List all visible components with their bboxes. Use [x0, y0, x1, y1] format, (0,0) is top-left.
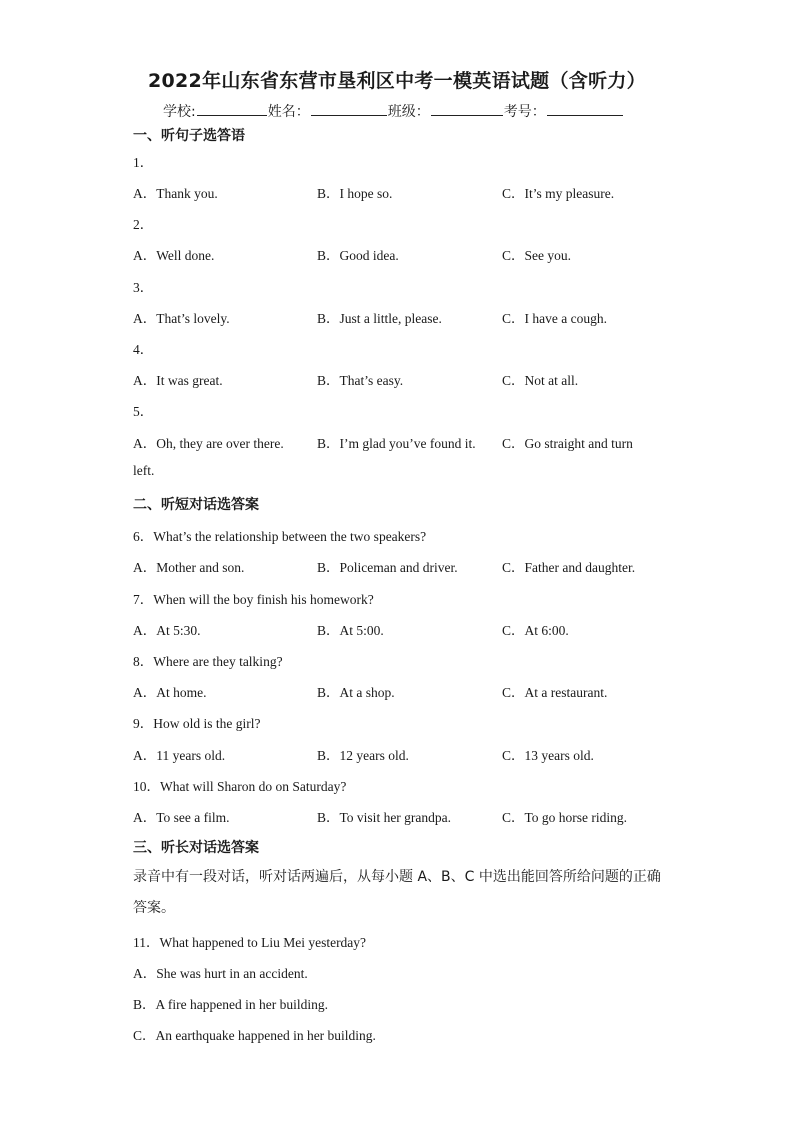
- question-4-number: 4．: [133, 342, 154, 357]
- q11-option-c[interactable]: C．An earthquake happened in her building.: [133, 1028, 376, 1043]
- q4-option-c[interactable]: C．Not at all.: [502, 373, 579, 388]
- q1-option-a[interactable]: A．Thank you.: [133, 186, 218, 201]
- q7-option-c[interactable]: C．At 6:00.: [502, 623, 569, 638]
- school-label: 学校:: [163, 104, 196, 120]
- q2-option-c[interactable]: C．See you.: [502, 248, 571, 263]
- q5-option-a[interactable]: A．Oh, they are over there.: [133, 436, 284, 451]
- section-2-heading: 二、听短对话选答案: [133, 497, 259, 513]
- question-1-number: 1．: [133, 155, 154, 170]
- q3-option-b[interactable]: B．Just a little, please.: [317, 311, 442, 326]
- class-label: 班级：: [387, 104, 430, 120]
- q6-option-b[interactable]: B．Policeman and driver.: [317, 560, 458, 575]
- question-3-number: 3．: [133, 280, 154, 295]
- q6-option-c[interactable]: C．Father and daughter.: [502, 560, 636, 575]
- q8-option-c[interactable]: C．At a restaurant.: [502, 685, 608, 700]
- q3-option-c[interactable]: C．I have a cough.: [502, 311, 607, 326]
- q7-option-a[interactable]: A．At 5:30.: [133, 623, 201, 638]
- section-3-instructions: 录音中有一段对话，听对话两遍后，从每小题 A、B、C 中选出能回答所给问题的正确答案。: [133, 869, 661, 916]
- q5-option-b[interactable]: B．I’m glad you’ve found it.: [317, 436, 476, 451]
- q5-option-c-continued: left.: [133, 463, 155, 478]
- exam-no-blank[interactable]: [547, 101, 623, 116]
- q4-option-a[interactable]: A．It was great.: [133, 373, 223, 388]
- exam-no-label: 考号：: [503, 104, 546, 120]
- q10-option-b[interactable]: B．To visit her grandpa.: [317, 810, 452, 825]
- class-blank[interactable]: [431, 101, 503, 116]
- name-blank[interactable]: [311, 101, 387, 116]
- q11-option-a[interactable]: A．She was hurt in an accident.: [133, 966, 308, 981]
- page-title: 2022年山东省东营市垦利区中考一模英语试题（含听力）: [148, 70, 646, 92]
- q11-option-b[interactable]: B．A fire happened in her building.: [133, 997, 328, 1012]
- q9-option-a[interactable]: A．11 years old.: [133, 748, 226, 763]
- school-blank[interactable]: [197, 101, 267, 116]
- question-10-text: 10．What will Sharon do on Saturday?: [133, 779, 347, 794]
- q9-option-c[interactable]: C．13 years old.: [502, 748, 594, 763]
- q10-option-a[interactable]: A．To see a film.: [133, 810, 230, 825]
- q8-option-b[interactable]: B．At a shop.: [317, 685, 395, 700]
- q2-option-b[interactable]: B．Good idea.: [317, 248, 399, 263]
- question-6-text: 6．What’s the relationship between the two speakers?: [133, 529, 427, 544]
- q9-option-b[interactable]: B．12 years old.: [317, 748, 409, 763]
- student-info-line: [163, 101, 624, 121]
- q10-option-c[interactable]: C．To go horse riding.: [502, 810, 628, 825]
- question-9-text: 9．How old is the girl?: [133, 716, 261, 731]
- question-8-text: 8．Where are they talking?: [133, 654, 283, 669]
- q1-option-b[interactable]: B．I hope so.: [317, 186, 393, 201]
- q1-option-c[interactable]: C．It’s my pleasure.: [502, 186, 615, 201]
- q5-option-c[interactable]: C．Go straight and turn: [502, 436, 633, 451]
- section-3-heading: 三、听长对话选答案: [133, 840, 259, 856]
- q7-option-b[interactable]: B．At 5:00.: [317, 623, 384, 638]
- question-7-text: 7．When will the boy finish his homework?: [133, 592, 374, 607]
- question-11-text: 11．What happened to Liu Mei yesterday?: [133, 935, 367, 950]
- q2-option-a[interactable]: A．Well done.: [133, 248, 215, 263]
- q8-option-a[interactable]: A．At home.: [133, 685, 207, 700]
- question-2-number: 2．: [133, 217, 154, 232]
- q3-option-a[interactable]: A．That’s lovely.: [133, 311, 230, 326]
- q4-option-b[interactable]: B．That’s easy.: [317, 373, 404, 388]
- section-1-heading: 一、听句子选答语: [133, 128, 245, 144]
- name-label: 姓名：: [267, 104, 310, 120]
- question-5-number: 5．: [133, 404, 154, 419]
- q6-option-a[interactable]: A．Mother and son.: [133, 560, 245, 575]
